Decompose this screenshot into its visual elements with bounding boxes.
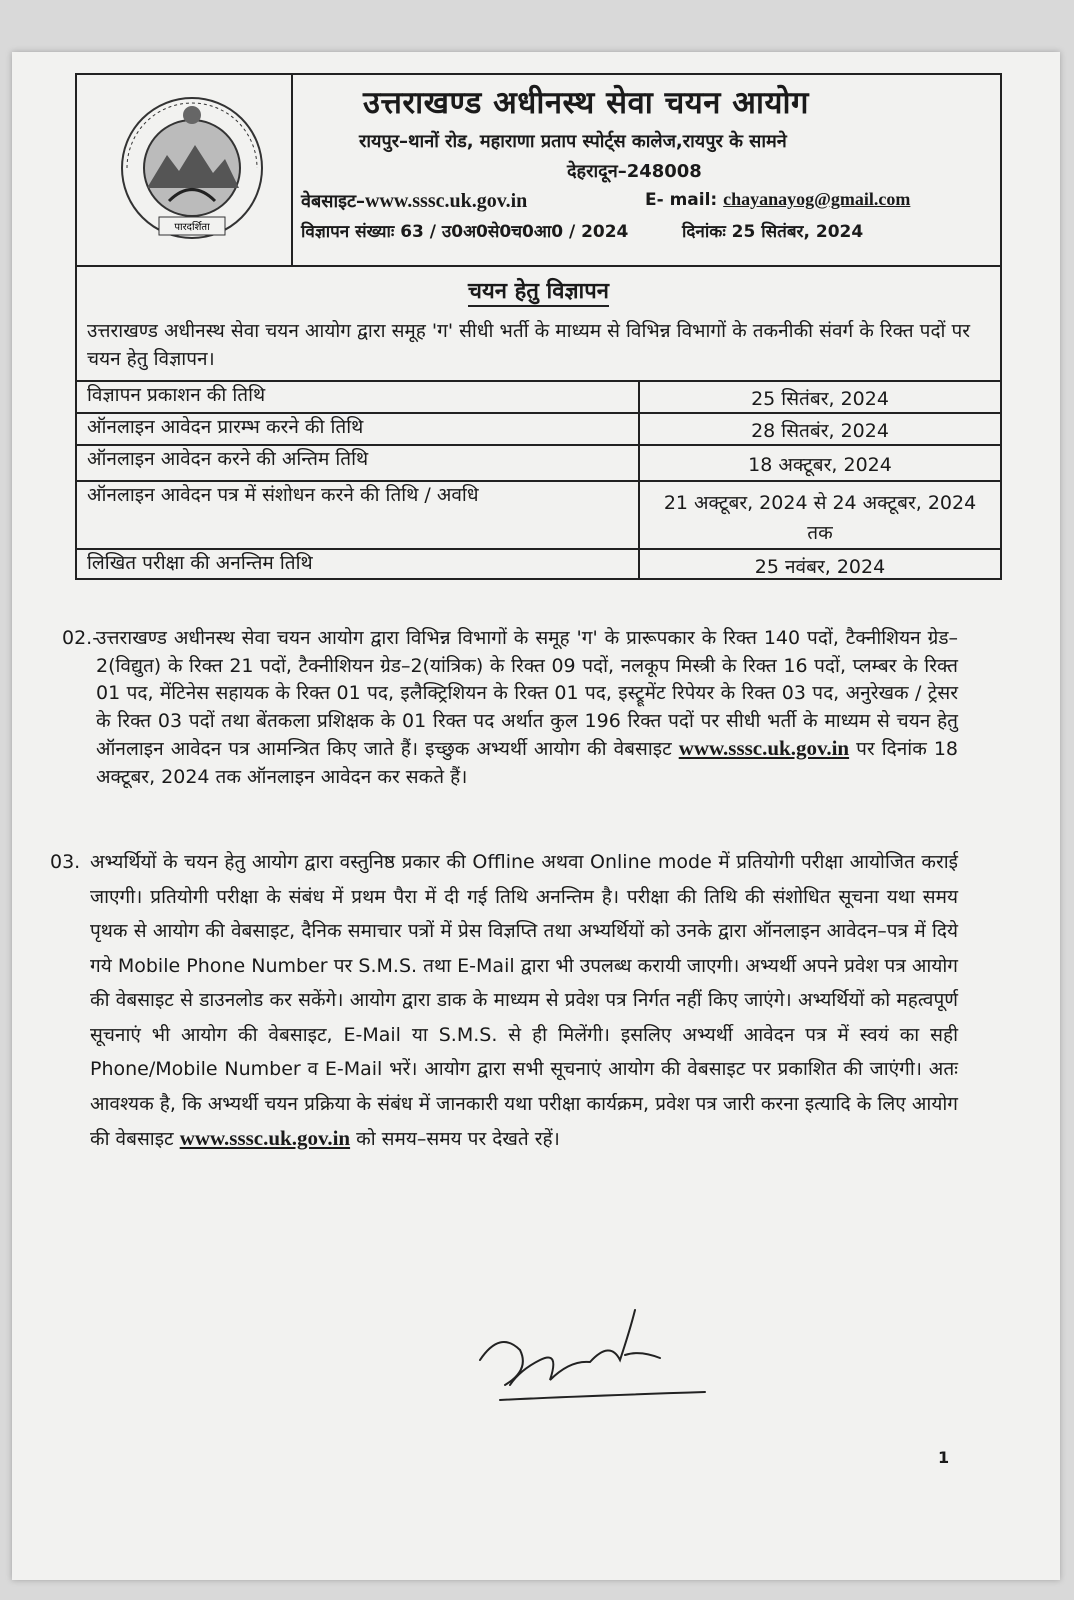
website-line [301,189,527,213]
date-label: ऑनलाइन आवेदन प्रारम्भ करने की तिथि [77,413,639,445]
date-label: ऑनलाइन आवेदन पत्र में संशोधन करने की तिथि / अवधि [77,481,639,549]
table-row [77,549,1000,580]
website-link[interactable]: www.sssc.uk.gov.in [179,1126,351,1150]
advertisement-date: दिनांकः 25 सितंबर, 2024 [682,222,864,242]
commission-seal-logo [117,93,267,243]
advertisement-number: विज्ञापन संख्याः 63 / उ0अ0से0च0आ0 / 2024 [301,222,629,242]
paragraph-tail: को समय–समय पर देखते रहें। [356,1128,560,1150]
advertisement-heading: चयन हेतु विज्ञापन [77,275,1000,305]
website-link[interactable]: www.sssc.uk.gov.in [678,736,850,760]
signature [460,1300,720,1440]
paragraph-text: उत्तराखण्ड अधीनस्थ सेवा चयन आयोग द्वारा विभिन्न विभागों के समूह 'ग' के प्रारूपकार के रिक्त 140 पदों, टैक्नीशियन ग्रेड–2(विद्युत) के रिक्त 21 पदों, टैक्नीशियन ग्रेड–2(यांत्रिक) के रिक्त 09 पदों, नलकूप मिस्त्री के रिक्त 16 पदों, प्लम्बर के रिक्त 01 पद, मेंटिनेस सहायक के रिक्त 01 पद, इलैक्ट्रिशियन के रिक्त 01 पद, इस्ट्रूमेंट रिपेयर के रिक्त 03 पद, अनुरेखक / ट्रेसर के रिक्त 03 पदों तथा बेंतकला प्रशिक्षक के 01 रिक्त पद अर्थात कुल 196 रिक्त पदों पर सीधी भर्ती के माध्यम से चयन हेतु ऑनलाइन आवेदन पत्र आमन्त्रित किए जाते हैं। इच्छुक अभ्यर्थी आयोग की वेबसाइट [96,627,958,760]
date-value: 28 सितबंर, 2024 [639,413,1000,445]
paragraph-tail: पर दिनांक 18 अक्टूबर, 2024 तक ऑनलाइन आवेदन कर सकते हैं। [96,738,959,788]
table-row [77,381,1000,413]
page-number: 1 [938,1448,950,1467]
advertisement-intro: उत्तराखण्ड अधीनस्थ सेवा चयन आयोग द्वारा समूह 'ग' सीधी भर्ती के माध्यम से विभिन्न विभागों के तकनीकी संवर्ग के रिक्त पदों पर चयन हेतु विज्ञापन। [87,320,971,370]
table-row [77,445,1000,481]
date-value: 25 नवंबर, 2024 [639,549,1000,580]
website-link[interactable]: www.sssc.uk.gov.in [365,190,528,212]
logo-cell [77,75,293,265]
website-label: वेबसाइट– [301,191,366,212]
email-link[interactable]: chayanayog@gmail.com [723,189,911,209]
address-line-1: रायपुर–थानों रोड, महाराणा प्रताप स्पोर्ट्स कालेज,रायपुर के सामने [359,131,787,152]
date-value: 21 अक्टूबर, 2024 से 24 अक्टूबर, 2024 तक [639,481,1000,549]
svg-text:पारदर्शिता: पारदर्शिता [174,222,210,233]
email-label: E- mail: [645,190,724,210]
address-line-2: देहरादून–248008 [567,161,702,182]
advertisement-box [75,265,1002,580]
org-title: उत्तराखण्ड अधीनस्थ सेवा चयन आयोग [363,85,809,121]
letterhead-box [75,73,1002,267]
date-label: विज्ञापन प्रकाशन की तिथि [77,381,639,413]
date-value: 25 सितंबर, 2024 [639,381,1000,413]
paragraph-02 [62,625,959,791]
date-label: ऑनलाइन आवेदन करने की अन्तिम तिथि [77,445,639,481]
email-line [645,189,910,210]
paragraph-03 [50,845,958,1157]
paragraph-number: 02.- [62,627,100,649]
table-row [77,481,1000,549]
date-label: लिखित परीक्षा की अनन्तिम तिथि [77,549,639,580]
paragraph-text: अभ्यर्थियों के चयन हेतु आयोग द्वारा वस्तुनिष्ठ प्रकार की Offline अथवा Online mode में प्रतियोगी परीक्षा आयोजित कराई जाएगी। प्रतियोगी परीक्षा के संबंध में प्रथम पैरा में दी गई तिथि अनन्तिम है। परीक्षा की तिथि की संशोधित सूचना यथा समय पृथक से आयोग की वेबसाइट, दैनिक समाचार पत्रों में प्रेस विज्ञप्ति तथा अभ्यर्थियों को उनके द्वारा ऑनलाइन आवेदन–पत्र में दिये गये Mobile Phone Number पर S.M.S. तथा E-Mail द्वारा भी उपलब्ध करायी जाएगी। अभ्यर्थी अपने प्रवेश पत्र आयोग की वेबसाइट से डाउनलोड कर सकेंगे। आयोग द्वारा डाक के माध्यम से प्रवेश पत्र निर्गत नहीं किए जाएंगे। अभ्यर्थियों को महत्वपूर्ण सूचनाएं भी आयोग की वेबसाइट, E-Mail या S.M.S. से ही मिलेंगी। इसलिए अभ्यर्थी आवेदन पत्र में स्वयं का सही Phone/Mobile Number व E-Mail भरें। आयोग द्वारा सभी सूचनाएं आयोग की वेबसाइट पर प्रकाशित की जाएंगी। अतः आवश्यक है, कि अभ्यर्थी चयन प्रक्रिया के संबंध में जानकारी यथा परीक्षा कार्यक्रम, प्रवेश पत्र जारी करना इत्यादि के लिए आयोग की वेबसाइट [90,851,958,1150]
paragraph-number: 03. [50,851,81,873]
table-row [77,413,1000,445]
date-value: 18 अक्टूबर, 2024 [639,445,1000,481]
important-dates-table [77,380,1000,580]
